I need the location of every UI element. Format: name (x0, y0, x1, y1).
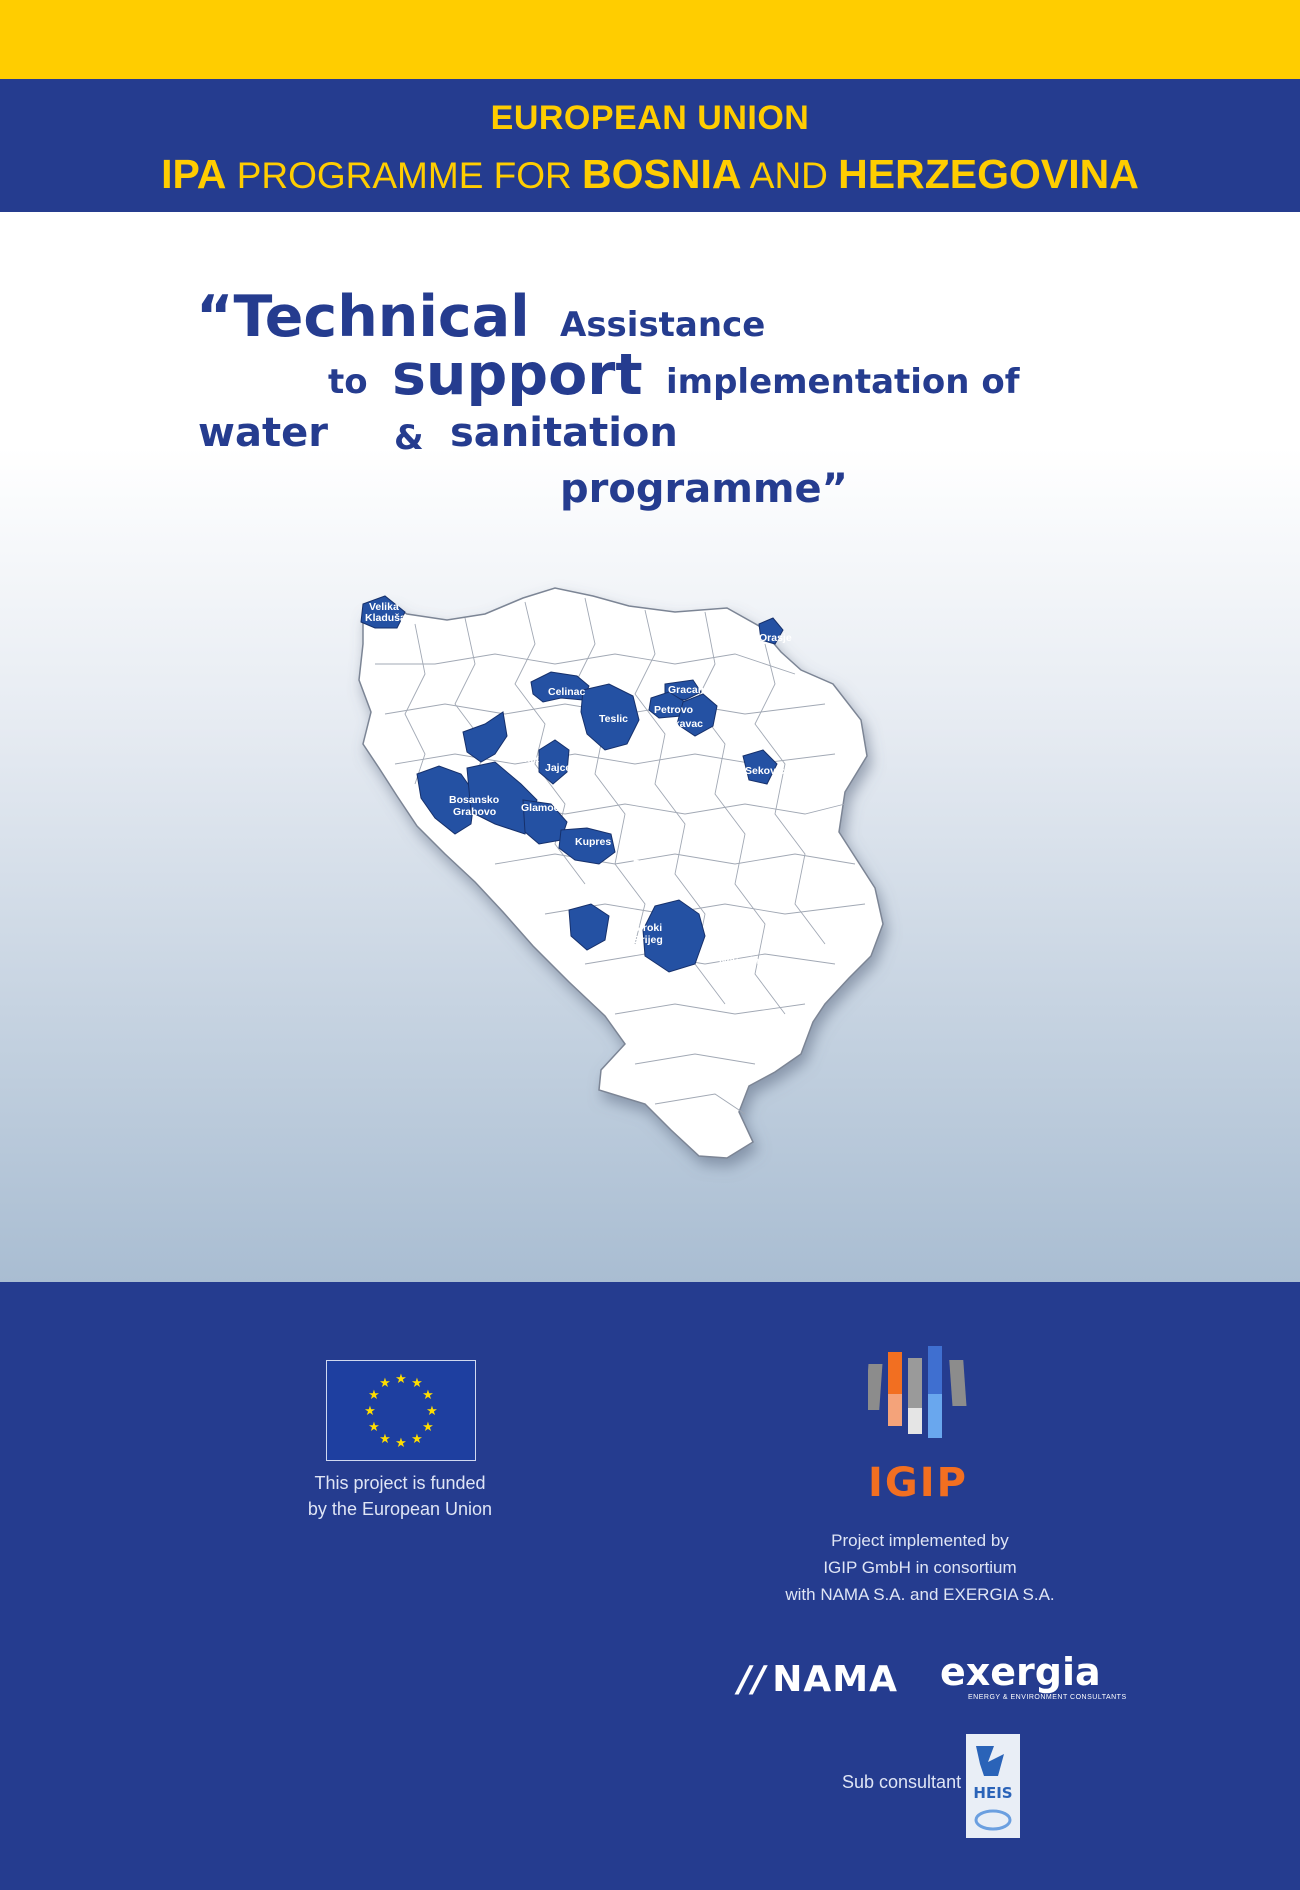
header-country-1: BOSNIA (582, 151, 742, 197)
svg-text:★: ★ (379, 1376, 391, 1391)
nama-logo (738, 1659, 898, 1700)
label-teslic: Teslic (599, 713, 628, 725)
footer-band (0, 1282, 1300, 1890)
label-siroki: Široki (633, 922, 663, 934)
eu-caption-line-1: This project is funded (314, 1473, 486, 1493)
svg-text:★: ★ (395, 1372, 407, 1387)
svg-text:★: ★ (368, 1388, 380, 1403)
title-word-programme: programme” (560, 466, 848, 512)
header-programme-prefix: IPA (161, 151, 227, 197)
svg-text:★: ★ (379, 1432, 391, 1447)
svg-text:★: ★ (368, 1420, 380, 1435)
label-ribnik: Ribnik (507, 753, 540, 765)
implementation-caption (760, 1527, 1080, 1608)
impl-line-2: IGIP GmbH in consortium (823, 1558, 1017, 1577)
exergia-tagline: ENERGY & ENVIRONMENT CONSULTANTS (968, 1694, 1127, 1701)
label-kladusa: Kladuša (365, 612, 406, 624)
header-country-2: HERZEGOVINA (838, 151, 1139, 197)
heis-logo (966, 1734, 1020, 1838)
label-rama: Rama (633, 858, 662, 870)
nama-wordmark: NAMA (772, 1659, 898, 1700)
svg-text:★: ★ (411, 1376, 423, 1391)
main-panel (0, 212, 1300, 1282)
title-word-implementation: implementation of (666, 362, 1020, 402)
label-velika: Velika (369, 601, 399, 613)
project-title (0, 212, 1300, 542)
header-org: EUROPEAN UNION (490, 99, 810, 137)
label-sekovici: Sekovici (745, 765, 788, 777)
eu-caption-line-2: by the European Union (307, 1499, 493, 1519)
heis-wordmark: HEIS (973, 1784, 1013, 1802)
label-brijeg: Brijeg (633, 934, 663, 946)
label-celinac: Celinac (548, 686, 586, 698)
svg-text:★: ★ (411, 1432, 423, 1447)
label-kupres: Kupres (575, 836, 612, 848)
title-word-sanitation: sanitation (450, 410, 678, 456)
igip-wordmark: IGIP (868, 1460, 968, 1506)
label-nevesinje: Nevesinje (719, 955, 769, 967)
svg-text:★: ★ (426, 1404, 438, 1419)
header-programme (0, 151, 1300, 198)
title-word-to: to (328, 362, 368, 402)
label-grahovo: Grahovo (453, 806, 497, 818)
svg-text:★: ★ (422, 1388, 434, 1403)
label-lukavac: Lukavac (661, 718, 704, 730)
header-band (0, 79, 1300, 212)
heis-mark-icon (966, 1734, 1020, 1838)
title-word-support: support (392, 342, 643, 408)
header-connector: AND (749, 155, 828, 196)
header-programme-mid: PROGRAMME FOR (236, 155, 572, 196)
svg-text:★: ★ (422, 1420, 434, 1435)
bih-map-svg (355, 584, 985, 1174)
label-petrovo: Petrovo (654, 704, 694, 716)
label-orasje: Orasje (759, 632, 792, 644)
title-word-ampersand: & (394, 418, 424, 458)
eu-flag-logo (326, 1360, 476, 1461)
label-glamoc: Glamoč (521, 802, 560, 814)
bih-map (355, 584, 985, 1174)
nama-mark-icon: // (738, 1659, 767, 1700)
exergia-wordmark: exergia (940, 1650, 1101, 1694)
label-jajce: Jajce (545, 762, 572, 774)
eu-stars-icon (327, 1361, 475, 1460)
title-word-water: water (198, 410, 328, 456)
title-word-assistance: Assistance (560, 305, 766, 345)
eu-funding-caption (280, 1470, 520, 1522)
label-bosansko: Bosansko (449, 794, 500, 806)
title-word-technical: “Technical (196, 284, 530, 350)
svg-text:★: ★ (395, 1436, 407, 1451)
top-yellow-stripe (0, 0, 1300, 79)
label-prozor: Prozor (629, 846, 663, 858)
impl-line-3: with NAMA S.A. and EXERGIA S.A. (785, 1585, 1055, 1604)
svg-text:★: ★ (364, 1404, 376, 1419)
label-gracanica: Gracanica (668, 684, 719, 696)
igip-logo-icon (868, 1342, 978, 1444)
impl-line-1: Project implemented by (831, 1531, 1009, 1550)
country-outline (359, 588, 883, 1158)
sub-consultant-label: Sub consultant (842, 1772, 962, 1792)
